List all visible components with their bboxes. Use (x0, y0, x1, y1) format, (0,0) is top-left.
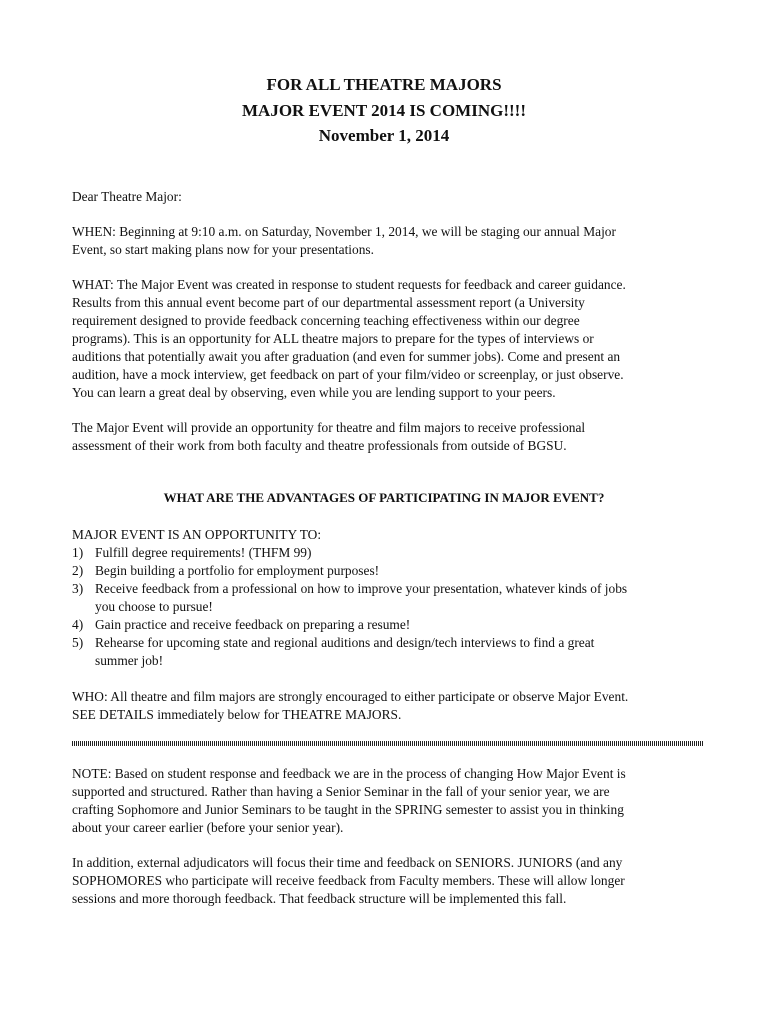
list-item-text-continued: summer job! (95, 653, 164, 668)
paragraph-line: auditions that potentially await you after graduation (and even for summer jobs). Come and present an (72, 349, 621, 364)
paragraph-line: SEE DETAILS immediately below for THEATRE MAJORS. (72, 707, 402, 722)
paragraph-line: The Major Event will provide an opportunity for theatre and film majors to receive professional (72, 420, 586, 435)
list-item-text: Gain practice and receive feedback on preparing a resume! (95, 617, 411, 632)
list-item-number: 5) (72, 635, 84, 650)
paragraph-line: Event, so start making plans now for your presentations. (72, 242, 374, 257)
list-intro (72, 526, 712, 544)
paragraph-line: audition, have a mock interview, get feedback on part of your film/video or screenplay, or just observe. (72, 367, 624, 382)
paragraph-line: sessions and more thorough feedback. That feedback structure will be implemented this fall. (72, 891, 567, 906)
paragraph-line: WHAT: The Major Event was created in response to student requests for feedback and career guidance. (72, 277, 626, 292)
list-item-text: Fulfill degree requirements! (THFM 99) (95, 545, 312, 560)
list-item (72, 562, 627, 580)
list-item (72, 580, 627, 616)
title-line-2: MAJOR EVENT 2014 IS COMING!!!! (242, 101, 526, 120)
paragraph-line: In addition, external adjudicators will focus their time and feedback on SENIORS. JUNIORS (and any (72, 855, 623, 870)
paragraph-line: Results from this annual event become part of our departmental assessment report (a University (72, 295, 585, 310)
what-paragraph (72, 276, 712, 402)
who-paragraph (72, 688, 712, 724)
section-divider (72, 741, 704, 746)
paragraph-line: about your career earlier (before your senior year). (72, 820, 344, 835)
title-date: November 1, 2014 (318, 126, 450, 145)
advantages-heading: WHAT ARE THE ADVANTAGES OF PARTICIPATING IN MAJOR EVENT? (163, 490, 605, 505)
list-item-number: 3) (72, 581, 84, 596)
list-intro-text: MAJOR EVENT IS AN OPPORTUNITY TO: (72, 527, 322, 542)
paragraph-line: programs). This is an opportunity for ALL theatre majors to prepare for the types of interviews or (72, 331, 594, 346)
when-paragraph (72, 223, 712, 259)
paragraph-line: assessment of their work from both faculty and theatre professionals from outside of BGSU. (72, 438, 567, 453)
list-item-text: Begin building a portfolio for employment purposes! (95, 563, 380, 578)
salutation (72, 188, 712, 206)
salutation-text: Dear Theatre Major: (72, 189, 182, 204)
paragraph-line: NOTE: Based on student response and feedback we are in the process of changing How Major Event is (72, 766, 626, 781)
addition-paragraph (72, 854, 712, 908)
list-item-text: Rehearse for upcoming state and regional auditions and design/tech interviews to find a great (95, 635, 595, 650)
list-item-number: 1) (72, 545, 84, 560)
list-item-text: Receive feedback from a professional on how to improve your presentation, whatever kinds of jobs (95, 581, 628, 596)
paragraph-line: SOPHOMORES who participate will receive feedback from Faculty members. These will allow longer (72, 873, 625, 888)
paragraph-line: crafting Sophomore and Junior Seminars to be taught in the SPRING semester to assist you in thinking (72, 802, 624, 817)
paragraph-line: WHEN: Beginning at 9:10 a.m. on Saturday, November 1, 2014, we will be staging our annual Major (72, 224, 616, 239)
title-line-1: FOR ALL THEATRE MAJORS (266, 75, 502, 94)
list-item-number: 4) (72, 617, 84, 632)
list-item-number: 2) (72, 563, 84, 578)
advantages-list (72, 544, 627, 670)
list-item (72, 634, 627, 670)
list-item-text-continued: you choose to pursue! (95, 599, 213, 614)
list-item (72, 616, 627, 634)
paragraph-line: requirement designed to provide feedback concerning teaching effectiveness within our degree (72, 313, 580, 328)
paragraph-line: supported and structured. Rather than having a Senior Seminar in the fall of your senior year, we are (72, 784, 610, 799)
list-item (72, 544, 627, 562)
opportunity-paragraph (72, 419, 712, 455)
paragraph-line: WHO: All theatre and film majors are strongly encouraged to either participate or observe Major Event. (72, 689, 629, 704)
paragraph-line: You can learn a great deal by observing, even while you are lending support to your peers. (72, 385, 556, 400)
note-paragraph (72, 765, 712, 837)
